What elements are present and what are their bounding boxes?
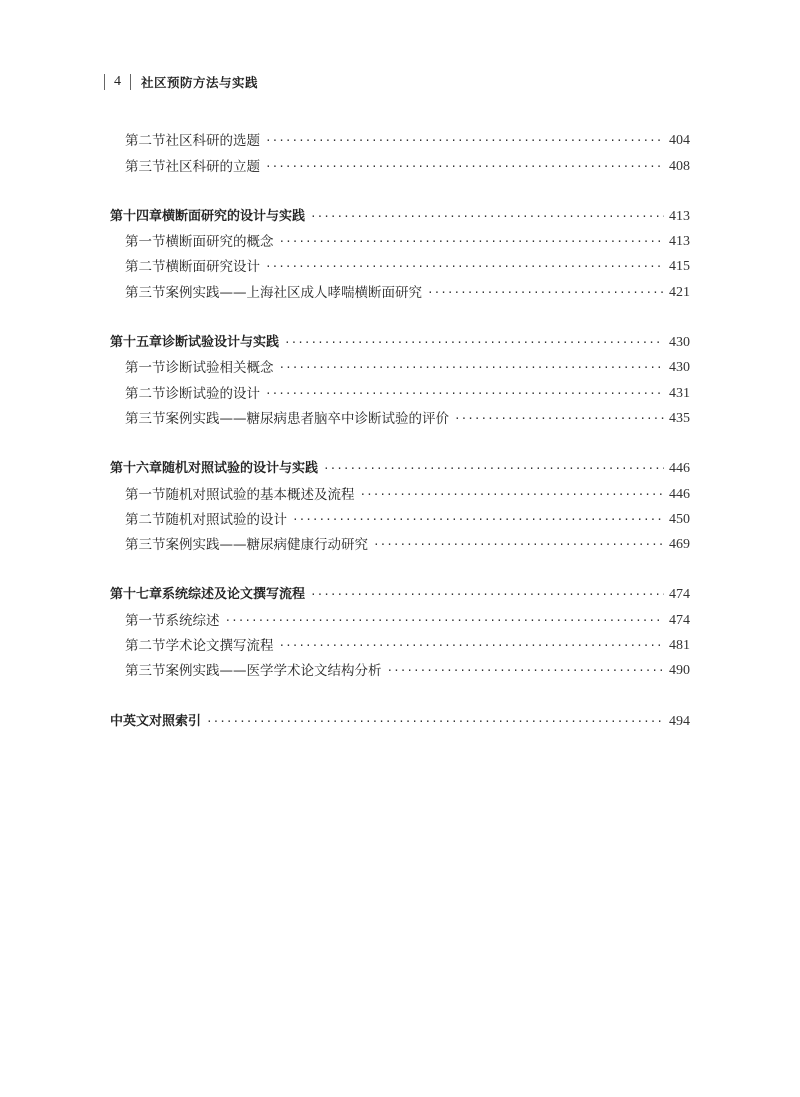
section-page: 450 — [669, 511, 690, 527]
section-title: 学术论文撰写流程 — [165, 638, 274, 655]
page-number: 4 — [114, 74, 121, 89]
book-title: 社区预防方法与实践 — [141, 75, 259, 90]
section-label: 第二节 — [125, 385, 166, 402]
toc-section-13-3[interactable] — [110, 149, 690, 174]
section-page: 474 — [669, 612, 690, 628]
header-left-rule — [104, 74, 105, 90]
dot-leader — [373, 537, 664, 553]
section-title: 案例实践——糖尿病健康行动研究 — [165, 537, 368, 554]
dot-leader — [279, 360, 665, 376]
section-label: 第一节 — [125, 360, 166, 377]
toc-section-14-3[interactable] — [110, 275, 690, 300]
section-title: 诊断试验的设计 — [165, 385, 260, 402]
dot-leader — [225, 613, 665, 629]
section-title: 案例实践——糖尿病患者脑卒中诊断试验的评价 — [165, 410, 449, 427]
chapter-label: 第十四章 — [110, 208, 163, 224]
section-page: 415 — [669, 259, 690, 275]
section-label: 第二节 — [125, 638, 166, 655]
chapter-title: 横断面研究的设计与实践 — [162, 208, 306, 224]
section-title: 横断面研究的概念 — [165, 234, 274, 251]
section-page: 490 — [669, 663, 690, 679]
section-page: 430 — [669, 360, 690, 376]
toc-section-14-2[interactable] — [110, 250, 690, 275]
dot-leader — [387, 663, 665, 679]
toc-section-17-1[interactable] — [110, 603, 690, 628]
toc-section-13-2[interactable] — [110, 124, 690, 149]
dot-leader — [265, 133, 664, 149]
toc-chapter-16[interactable] — [110, 452, 690, 477]
chapter-page: 430 — [669, 335, 690, 351]
section-title: 案例实践——医学学术论文结构分析 — [165, 663, 382, 680]
header-mid-rule — [130, 74, 131, 90]
chapter-page: 474 — [669, 587, 690, 603]
section-page: 435 — [669, 410, 690, 426]
dot-leader — [284, 335, 664, 351]
index-title: 中英文对照索引 — [110, 713, 202, 729]
toc-chapter-14[interactable] — [110, 200, 690, 225]
section-label: 第三节 — [125, 284, 166, 301]
toc-section-17-3[interactable] — [110, 654, 690, 679]
toc-index[interactable] — [110, 704, 690, 729]
dot-leader — [265, 159, 664, 175]
section-page: 446 — [669, 486, 690, 502]
section-title: 社区科研的选题 — [165, 133, 260, 150]
section-label: 第一节 — [125, 612, 166, 629]
dot-leader — [310, 587, 664, 603]
section-title: 案例实践——上海社区成人哮喘横断面研究 — [165, 284, 422, 301]
section-page: 413 — [669, 234, 690, 250]
section-page: 481 — [669, 638, 690, 654]
chapter-title: 随机对照试验的设计与实践 — [162, 461, 319, 477]
dot-leader — [265, 259, 664, 275]
section-title: 横断面研究设计 — [165, 259, 260, 276]
dot-leader — [427, 285, 664, 301]
section-page: 421 — [669, 284, 690, 300]
toc-section-17-2[interactable] — [110, 629, 690, 654]
toc-section-16-2[interactable] — [110, 503, 690, 528]
chapter-page: 413 — [669, 208, 690, 224]
section-page: 404 — [669, 133, 690, 149]
running-header — [104, 70, 258, 94]
chapter-label: 第十六章 — [110, 461, 163, 477]
toc-section-15-1[interactable] — [110, 351, 690, 376]
dot-leader — [279, 234, 665, 250]
section-title: 随机对照试验的基本概述及流程 — [165, 486, 355, 503]
section-label: 第二节 — [125, 133, 166, 150]
section-page: 431 — [669, 385, 690, 401]
section-label: 第三节 — [125, 663, 166, 680]
section-title: 社区科研的立题 — [165, 158, 260, 175]
section-label: 第三节 — [125, 410, 166, 427]
table-of-contents — [110, 124, 690, 730]
section-label: 第三节 — [125, 158, 166, 175]
toc-section-16-1[interactable] — [110, 477, 690, 502]
toc-section-15-2[interactable] — [110, 376, 690, 401]
section-label: 第二节 — [125, 259, 166, 276]
dot-leader — [323, 461, 664, 477]
chapter-page: 446 — [669, 461, 690, 477]
chapter-title: 诊断试验设计与实践 — [162, 335, 280, 351]
section-title: 诊断试验相关概念 — [165, 360, 274, 377]
toc-section-15-3[interactable] — [110, 402, 690, 427]
dot-leader — [279, 638, 665, 654]
chapter-title: 系统综述及论文撰写流程 — [162, 587, 306, 603]
section-label: 第二节 — [125, 511, 166, 528]
toc-section-16-3[interactable] — [110, 528, 690, 553]
section-title: 随机对照试验的设计 — [165, 511, 287, 528]
dot-leader — [206, 714, 664, 730]
dot-leader — [292, 512, 664, 528]
chapter-label: 第十七章 — [110, 587, 163, 603]
dot-leader — [310, 209, 664, 225]
section-page: 408 — [669, 158, 690, 174]
dot-leader — [454, 411, 664, 427]
dot-leader — [360, 487, 665, 503]
section-label: 第一节 — [125, 234, 166, 251]
section-page: 469 — [669, 537, 690, 553]
dot-leader — [265, 386, 664, 402]
toc-chapter-15[interactable] — [110, 326, 690, 351]
section-label: 第三节 — [125, 537, 166, 554]
chapter-label: 第十五章 — [110, 335, 163, 351]
section-title: 系统综述 — [165, 612, 220, 629]
index-page: 494 — [669, 713, 690, 729]
toc-chapter-17[interactable] — [110, 578, 690, 603]
section-label: 第一节 — [125, 486, 166, 503]
toc-section-14-1[interactable] — [110, 225, 690, 250]
